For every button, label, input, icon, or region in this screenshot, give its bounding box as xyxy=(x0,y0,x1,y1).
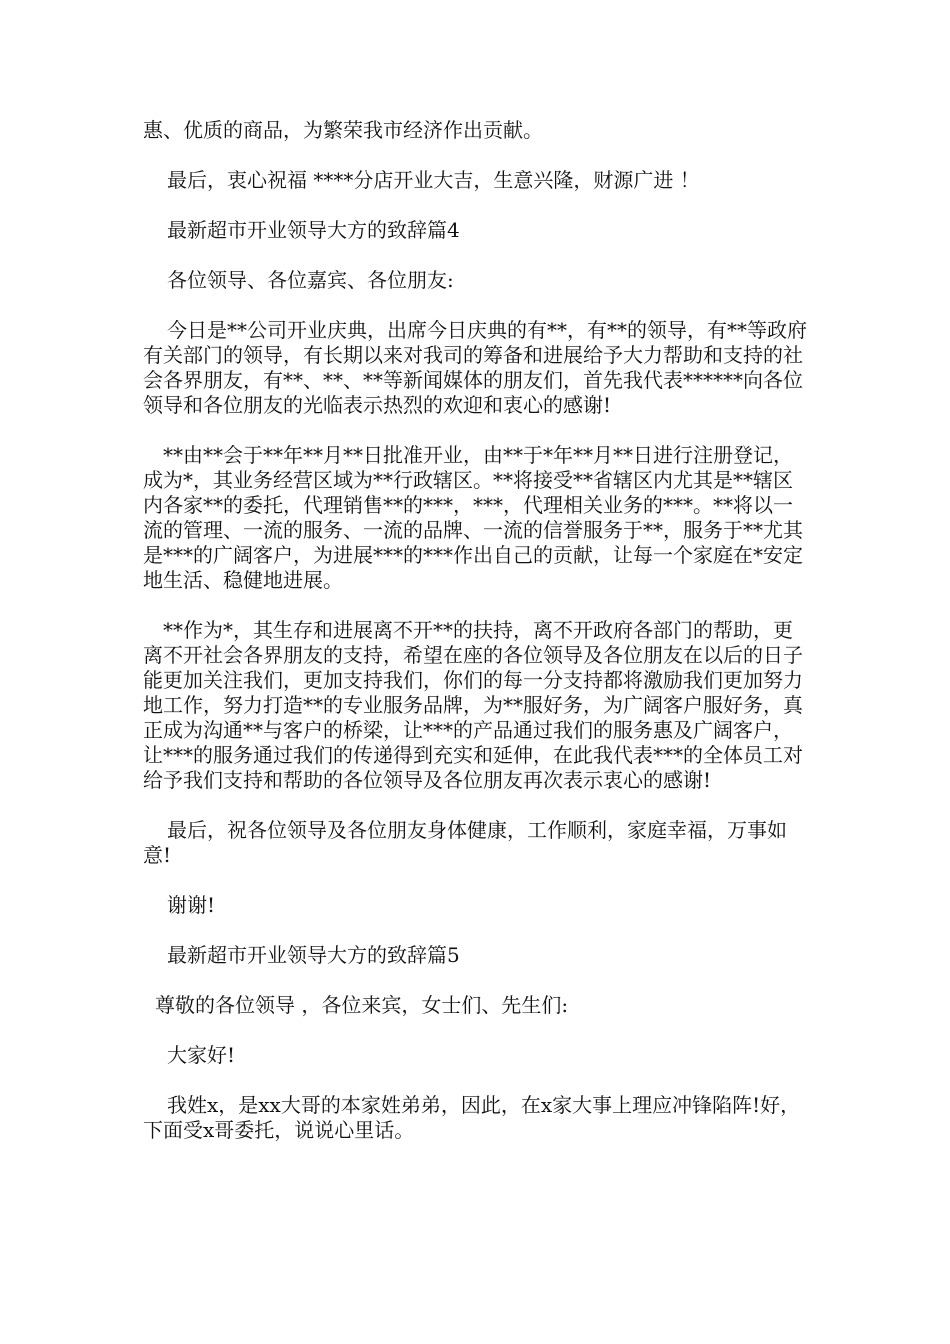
paragraph-1: 惠、优质的商品，为繁荣我市经济作出贡献。 xyxy=(143,118,543,142)
paragraph-thanks: 谢谢! xyxy=(167,893,216,917)
paragraph-hello: 大家好! xyxy=(167,1043,236,1067)
section-heading-5: 最新超市开业领导大方的致辞篇5 xyxy=(167,943,460,967)
document-body xyxy=(143,118,811,1168)
paragraph-5: **作为*，其生存和进展离不开**的扶持，离不开政府各部门的帮助，更离不开社会各界朋友的支持，希望在座的各位领导及各位朋友在以后的日子能更加关注我们，更加支持我们，你们的每一分支持都将激励我们更加努力地工作，努力打造**的专业服务品牌，为**服好务，为广阔客户服好务，真正成为沟通**与客户的桥梁，让***的产品通过我们的服务惠及广阔客户，让***的服务通过我们的传递得到充实和延伸，在此我代表***的全体员工对给予我们支持和帮助的各位领导及各位朋友再次表示衷心的感谢! xyxy=(143,618,803,792)
paragraph-salutation: 尊敬的各位领导 ，各位来宾，女士们、先生们: xyxy=(155,993,569,1017)
paragraph-4: **由**会于**年**月**日批准开业，由**于*年**月**日进行注册登记，成为*，其业务经营区域为**行政辖区。**将接受**省辖区内尤其是**辖区内各家**的委托，代理销售**的***，***，代理相关业务的***。**将以一流的管理、一流的服务、一流的品牌、一流的信誉服务于**，服务于**尤其是***的广阔客户，为进展***的***作出自己的贡献，让每一个家庭在*安定地生活、稳健地进展。 xyxy=(143,443,803,592)
section-heading-4: 最新超市开业领导大方的致辞篇4 xyxy=(167,218,460,242)
paragraph-greeting: 各位领导、各位嘉宾、各位朋友: xyxy=(167,268,454,292)
paragraph-2: 最后，衷心祝福 ****分店开业大吉，生意兴隆，财源广进 ！ xyxy=(167,168,700,192)
paragraph-6: 我姓x，是xx大哥的本家姓弟弟，因此，在x家大事上理应冲锋陷阵!好，下面受x哥委托，说说心里话。 xyxy=(143,1093,801,1142)
paragraph-closing: 最后，祝各位领导及各位朋友身体健康，工作顺利，家庭幸福，万事如意! xyxy=(143,818,787,867)
paragraph-3: 今日是**公司开业庆典，出席今日庆典的有**，有**的领导，有**等政府有关部门的领导，有长期以来对我司的筹备和进展给予大力帮助和支持的社会各界朋友，有**、**、**等新闻媒体的朋友们，首先我代表******向各位领导和各位朋友的光临表示热烈的欢迎和衷心的感谢! xyxy=(143,318,807,417)
